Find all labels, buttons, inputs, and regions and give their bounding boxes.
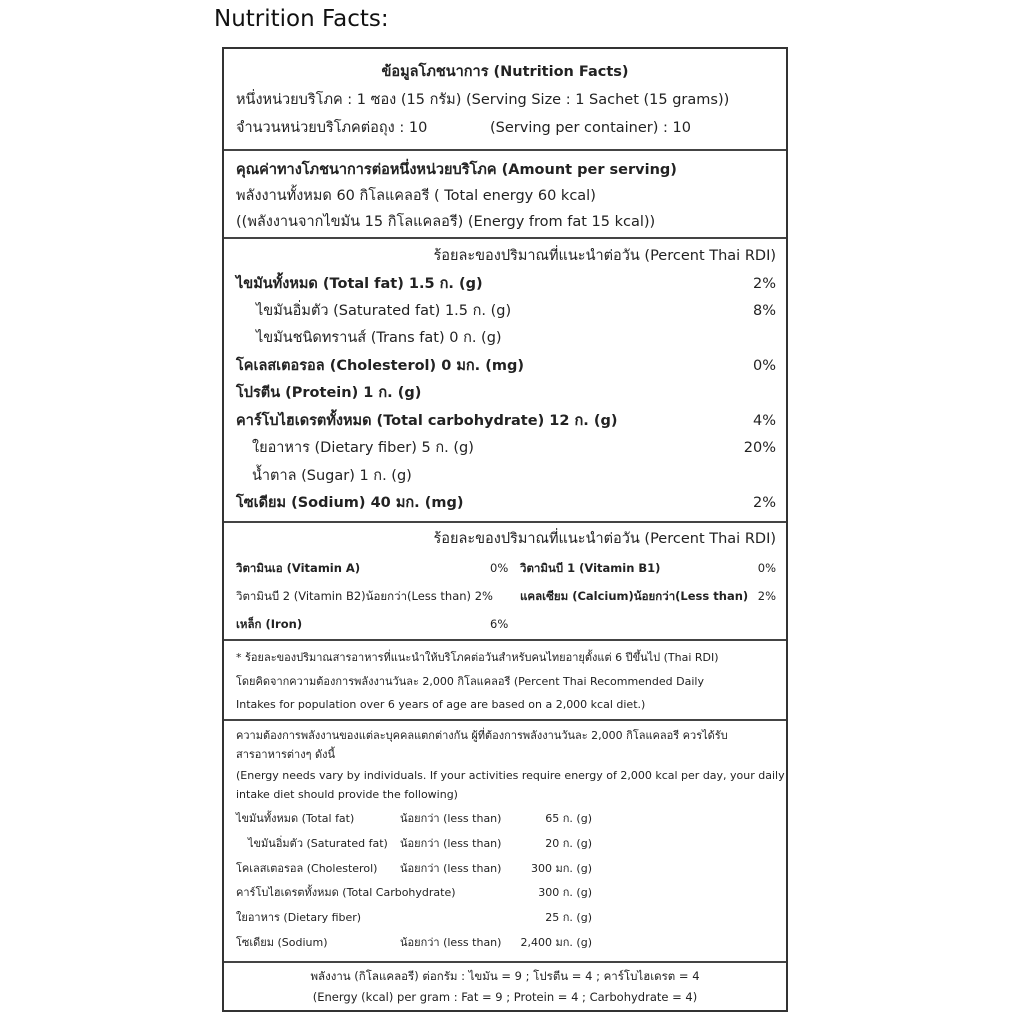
nutrient-row-label: ไขมันชนิดทรานส์ (Trans fat) 0 ก. (g): [256, 330, 502, 346]
energy-per-gram-english: (Energy (kcal) per gram : Fat = 9 ; Protein = 4 ; Carbohydrate = 4): [312, 990, 698, 1004]
nutrition-label: [222, 47, 788, 1012]
rdi-footnote: [224, 639, 786, 721]
energy-from-fat: ((พลังงานจากไขมัน 15 กิโลแคลอรี) (Energy from fat 15 kcal)): [236, 214, 656, 230]
daily-row-name: ไขมันอิ่มตัว (Saturated fat): [248, 837, 388, 850]
nutrient-row-label: โซเดียม (Sodium) 40 มก. (mg): [236, 495, 464, 511]
nutrient-row-pct: 8%: [752, 303, 776, 319]
serving-size: หนึ่งหน่วยบริโภค : 1 ซอง (15 กรัม) (Serving Size : 1 Sachet (15 grams)): [236, 92, 730, 108]
daily-intro-line: สารอาหารต่างๆ ดังนี้: [236, 748, 336, 761]
nutrient-row-pct: 4%: [752, 413, 776, 429]
footnote-line: Intakes for population over 6 years of age are based on a 2,000 kcal diet.): [236, 698, 646, 711]
footnote-line: โดยคิดจากความต้องการพลังงานวันละ 2,000 กิโลแคลอรี (Percent Thai Recommended Daily: [236, 675, 704, 688]
total-energy: พลังงานทั้งหมด 60 กิโลแคลอรี ( Total energy 60 kcal): [236, 188, 596, 204]
footnote-line: * ร้อยละของปริมาณสารอาหารที่แนะนำให้บริโภคต่อวันสำหรับคนไทยอายุตั้งแต่ 6 ปีขึ้นไป (Thai RDI): [236, 651, 719, 664]
nutrient-row-label: ไขมันอิ่มตัว (Saturated fat) 1.5 ก. (g): [256, 303, 512, 319]
vitamin-label: เหล็ก (Iron): [236, 617, 303, 631]
vitamin-label: แคลเซียม (Calcium)น้อยกว่า(Less than): [520, 589, 749, 603]
daily-row-qual: น้อยกว่า (less than): [400, 862, 502, 875]
daily-intake-section: [224, 719, 786, 963]
daily-intro-line: intake diet should provide the following): [236, 788, 458, 801]
daily-row-amount: 300 ก. (g): [538, 886, 592, 899]
nutrient-row-label: คาร์โบไฮเดรตทั้งหมด (Total carbohydrate) 12 ก. (g): [236, 413, 618, 429]
serving-per-container-en: (Serving per container) : 10: [490, 120, 691, 136]
vitamin-pct: 0%: [757, 561, 776, 575]
nutrients-rdi-header: ร้อยละของปริมาณที่แนะนำต่อวัน (Percent Thai RDI): [433, 248, 776, 264]
vitamin-pct: 0%: [490, 561, 509, 575]
energy-per-gram: [224, 961, 786, 1014]
amount-per-serving: [224, 149, 786, 239]
daily-row-amount: 2,400 มก. (g): [520, 936, 592, 949]
nutrient-row-label: ไขมันทั้งหมด (Total fat) 1.5 ก. (g): [236, 276, 483, 292]
nutrient-row-pct: 0%: [752, 358, 776, 374]
daily-row-qual: น้อยกว่า (less than): [400, 812, 502, 825]
nutrient-row-pct: 20%: [743, 440, 776, 456]
nutrient-row-label: น้ำตาล (Sugar) 1 ก. (g): [252, 468, 412, 484]
daily-row-qual: น้อยกว่า (less than): [400, 837, 502, 850]
daily-row-amount: 300 มก. (g): [531, 862, 592, 875]
vitamin-label: วิตามินเอ (Vitamin A): [236, 561, 361, 575]
daily-intro-line: ความต้องการพลังงานของแต่ละบุคคลแตกต่างกัน ผู้ที่ต้องการพลังงานวันละ 2,000 กิโลแคลอรี ควรได้รับ: [236, 729, 728, 742]
vitamins-section: [224, 521, 786, 641]
vitamin-label: วิตามินบี 1 (Vitamin B1): [520, 561, 661, 575]
vitamin-label: วิตามินบี 2 (Vitamin B2)น้อยกว่า(Less than) 2%: [236, 589, 493, 603]
daily-row-amount: 20 ก. (g): [545, 837, 592, 850]
vitamins-rdi-header: ร้อยละของปริมาณที่แนะนำต่อวัน (Percent Thai RDI): [433, 531, 776, 547]
serving-per-container-th: จำนวนหน่วยบริโภคต่อถุง : 10: [236, 120, 428, 136]
energy-per-gram-thai: พลังงาน (กิโลแคลอรี) ต่อกรัม : ไขมัน = 9 ; โปรตีน = 4 ; คาร์โบไฮเดรต = 4: [310, 969, 700, 983]
nutrient-row-label: โปรตีน (Protein) 1 ก. (g): [236, 385, 422, 401]
daily-row-name: โซเดียม (Sodium): [236, 936, 328, 949]
daily-row-name: ใยอาหาร (Dietary fiber): [236, 911, 362, 924]
vitamin-pct: 6%: [490, 617, 509, 631]
amount-title: คุณค่าทางโภชนาการต่อหนึ่งหน่วยบริโภค (Amount per serving): [236, 162, 677, 178]
nutrient-row-label: ใยอาหาร (Dietary fiber) 5 ก. (g): [252, 440, 474, 456]
vitamin-pct: 2%: [757, 589, 776, 603]
daily-row-name: โคเลสเตอรอล (Cholesterol): [236, 862, 378, 875]
daily-row-name: ไขมันทั้งหมด (Total fat): [236, 812, 355, 825]
label-header: [224, 49, 786, 149]
label-title: ข้อมูลโภชนาการ (Nutrition Facts): [381, 64, 629, 80]
nutrient-row-label: โคเลสเตอรอล (Cholesterol) 0 มก. (mg): [236, 358, 524, 374]
daily-row-qual: น้อยกว่า (less than): [400, 936, 502, 949]
daily-row-name: คาร์โบไฮเดรตทั้งหมด (Total Carbohydrate): [236, 886, 456, 899]
nutrients-section: [224, 237, 786, 523]
page-heading: Nutrition Facts:: [214, 6, 389, 32]
daily-row-amount: 65 ก. (g): [545, 812, 592, 825]
nutrient-row-pct: 2%: [752, 276, 776, 292]
nutrient-row-pct: 2%: [752, 495, 776, 511]
daily-row-amount: 25 ก. (g): [545, 911, 592, 924]
daily-intro-line: (Energy needs vary by individuals. If your activities require energy of 2,000 kcal per day, your daily: [236, 769, 785, 782]
